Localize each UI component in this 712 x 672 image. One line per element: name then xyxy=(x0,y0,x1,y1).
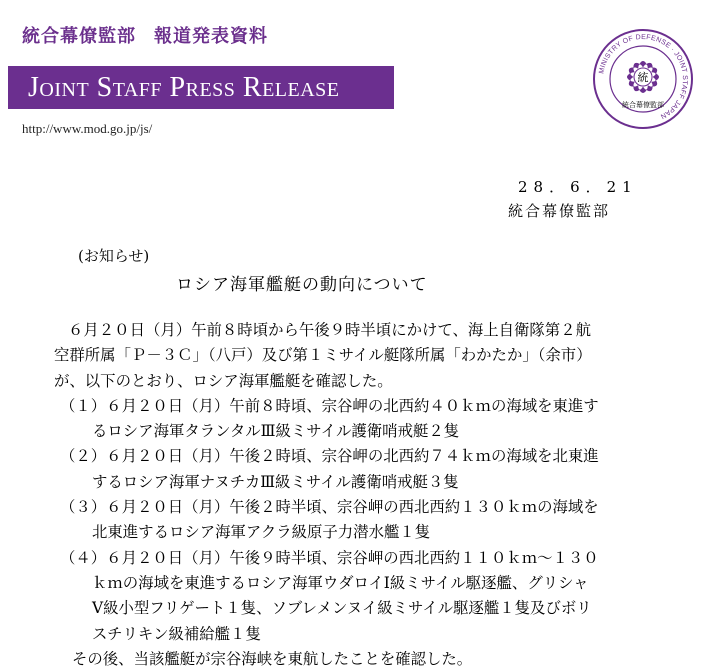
list-item-2: （２）６月２０日（月）午後２時頃、宗谷岬の北西約７４ｋｍの海域を北東進 xyxy=(60,447,599,466)
list-item-4: （４）６月２０日（月）午後９時半頃、宗谷岬の西北西約１１０ｋｍ～１３０ xyxy=(60,548,599,567)
list-item-1: （１）６月２０日（月）午前８時頃、宗谷岬の北西約４０ｋｍの海域を東進す xyxy=(60,396,599,415)
issuing-organization: 統合幕僚監部 xyxy=(508,202,611,220)
closing-line: その後、当該艦艇が宗谷海峡を東航したことを確認した。 xyxy=(72,649,473,668)
joint-staff-seal-logo xyxy=(592,28,694,130)
list-item-4-cont: ｋｍの海域を東進するロシア海軍ウダロイⅠ級ミサイル駆逐艦、グリシャ xyxy=(92,573,589,592)
header-release-label: 報道発表資料 xyxy=(154,26,268,47)
body-line: ６月２０日（月）午前８時頃から午後９時半頃にかけて、海上自衛隊第２航 xyxy=(68,321,591,339)
document-body xyxy=(54,318,654,672)
document-date: 28．6．21 xyxy=(518,178,638,196)
list-item-3: （３）６月２０日（月）午後２時半頃、宗谷岬の西北西約１３０ｋｍの海域を xyxy=(60,498,599,517)
header-org: 統合幕僚監部 xyxy=(22,26,136,47)
document-title: ロシア海軍艦艇の動向について xyxy=(176,275,428,295)
notice-label: (お知らせ) xyxy=(78,247,150,265)
body-line: が、以下のとおり、ロシア海軍艦艇を確認した。 xyxy=(54,371,393,390)
body-line: 空群所属「Ｐ－３Ｃ」（八戸）及び第１ミサイル艇隊所属「わかたか」（余市） xyxy=(54,346,592,365)
website-url: http://www.mod.go.jp/js/ xyxy=(22,121,153,136)
svg-text:統合幕僚監部: 統合幕僚監部 xyxy=(622,101,664,109)
banner-title: Joint Staff Press Release xyxy=(28,72,340,103)
press-release-banner xyxy=(8,66,394,109)
list-item-2-cont: するロシア海軍ナヌチカⅢ級ミサイル護衛哨戒艇３隻 xyxy=(92,472,459,491)
header-title xyxy=(22,22,268,48)
list-item-4-cont: スチリキン級補給艦１隻 xyxy=(92,624,261,643)
list-item-3-cont: 北東進するロシア海軍アクラ級原子力潜水艦１隻 xyxy=(92,523,431,542)
list-item-4-cont: Ⅴ級小型フリゲート１隻、ソブレメンヌイ級ミサイル駆逐艦１隻及びボリ xyxy=(92,599,592,618)
svg-text:MINISTRY OF DEFENSE · JOINT ST: MINISTRY OF DEFENSE · JOINT STAFF JAPAN xyxy=(598,33,689,120)
list-item-1-cont: るロシア海軍タランタルⅢ級ミサイル護衛哨戒艇２隻 xyxy=(92,422,460,441)
svg-text:統: 統 xyxy=(637,71,649,84)
